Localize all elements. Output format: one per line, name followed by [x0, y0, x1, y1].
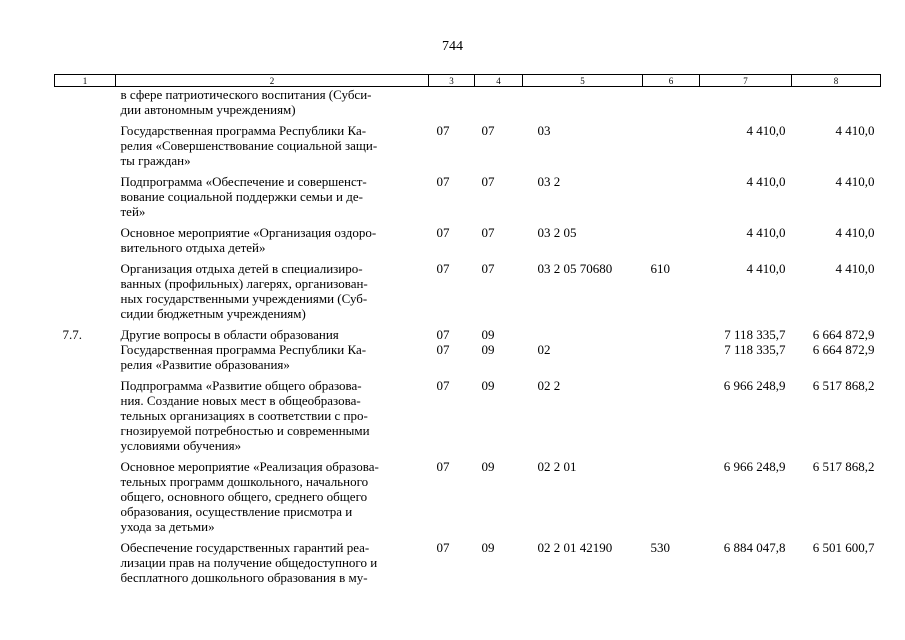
item-name	[116, 453, 429, 534]
expense-type-code	[643, 342, 700, 372]
row-number	[55, 342, 116, 372]
target-article-code: 03	[537, 123, 551, 138]
item-name-line: гнозируемой потребностью и современными	[120, 423, 370, 438]
amount-year-1: 6 884 047,8	[723, 540, 786, 555]
subsection-code	[475, 87, 523, 118]
item-name-line: ты граждан»	[120, 153, 191, 168]
row-number	[55, 372, 116, 453]
expense-type-code: 530	[650, 540, 670, 555]
item-name-line: Основное мероприятие «Организация оздоро-	[120, 225, 377, 240]
amount-year-1: 7 118 335,7	[724, 342, 786, 357]
section-code: 07	[436, 342, 450, 357]
table-row	[55, 117, 881, 168]
expense-type-code	[643, 219, 700, 255]
item-name-line: дии автономным учреждениям)	[120, 102, 296, 117]
row-number	[55, 219, 116, 255]
subsection-code: 09	[481, 342, 495, 357]
amount-year-2	[792, 87, 881, 118]
column-header-3: 3	[429, 75, 475, 87]
row-number	[55, 453, 116, 534]
subsection-code: 09	[481, 459, 495, 474]
subsection-code: 09	[481, 327, 495, 342]
item-name	[116, 372, 429, 453]
expense-type-code	[643, 453, 700, 534]
header-row	[55, 75, 881, 87]
amount-year-1: 4 410,0	[746, 261, 786, 276]
amount-year-2: 6 664 872,9	[812, 342, 875, 357]
amount-year-2: 6 501 600,7	[812, 540, 875, 555]
row-number	[55, 534, 116, 585]
subsection-code: 07	[481, 174, 495, 189]
amount-year-2: 4 410,0	[835, 174, 875, 189]
item-name-line: ных государственными учреждениями (Суб-	[120, 291, 368, 306]
item-name	[116, 219, 429, 255]
expense-type-code	[643, 321, 700, 342]
column-header-8: 8	[792, 75, 881, 87]
amount-year-1: 6 966 248,9	[723, 378, 786, 393]
target-article-code: 02 2 01	[537, 459, 577, 474]
item-name-line: сидии бюджетным учреждениям)	[120, 306, 306, 321]
section-code: 07	[436, 225, 450, 240]
subsection-code: 07	[481, 225, 495, 240]
row-number	[55, 87, 116, 118]
item-name-line: вительного отдыха детей»	[120, 240, 266, 255]
amount-year-1: 4 410,0	[746, 225, 786, 240]
subsection-code: 09	[481, 378, 495, 393]
item-name-line: в сфере патриотического воспитания (Субси-	[120, 87, 372, 102]
target-article-code: 02 2 01 42190	[537, 540, 613, 555]
subsection-code: 07	[481, 123, 495, 138]
column-header-2: 2	[116, 75, 429, 87]
table-row	[55, 87, 881, 118]
table-row	[55, 342, 881, 372]
item-name	[116, 117, 429, 168]
target-article-code: 03 2 05 70680	[537, 261, 613, 276]
item-name-line: Подпрограмма «Обеспечение и совершенст-	[120, 174, 367, 189]
target-article-code: 02	[537, 342, 551, 357]
target-article-code	[523, 87, 643, 118]
table-row	[55, 168, 881, 219]
row-number	[55, 117, 116, 168]
subsection-code: 09	[481, 540, 495, 555]
item-name-line: Подпрограмма «Развитие общего образова-	[120, 378, 362, 393]
item-name	[116, 168, 429, 219]
item-name-line: тельных программ дошкольного, начального	[120, 474, 369, 489]
item-name-line: ухода за детьми»	[120, 519, 215, 534]
page-number: 744	[442, 39, 463, 54]
item-name	[116, 255, 429, 321]
amount-year-2: 4 410,0	[835, 261, 875, 276]
target-article-code: 03 2 05	[537, 225, 577, 240]
amount-year-2: 6 517 868,2	[812, 378, 875, 393]
column-header-7: 7	[700, 75, 792, 87]
row-number	[55, 168, 116, 219]
item-name-line: Государственная программа Республики Ка-	[120, 123, 367, 138]
row-number: 7.7.	[62, 327, 82, 342]
column-header-1: 1	[55, 75, 116, 87]
table-row	[55, 255, 881, 321]
item-name	[116, 87, 429, 118]
item-name-line: Основное мероприятие «Реализация образова-	[120, 459, 379, 474]
expense-type-code	[643, 117, 700, 168]
target-article-code: 03 2	[537, 174, 561, 189]
item-name-line: Организация отдыха детей в специализиро-	[120, 261, 363, 276]
expense-type-code: 610	[650, 261, 670, 276]
table-row	[55, 372, 881, 453]
expense-type-code	[643, 87, 700, 118]
expense-type-code	[643, 372, 700, 453]
item-name-line: релия «Совершенствование социальной защи-	[120, 138, 378, 153]
item-name-line: ния. Создание новых мест в общеобразова-	[120, 393, 361, 408]
section-code: 07	[436, 261, 450, 276]
section-code: 07	[436, 174, 450, 189]
subsection-code: 07	[481, 261, 495, 276]
item-name-line: Другие вопросы в области образования	[120, 327, 339, 342]
item-name-line: образования, осуществление присмотра и	[120, 504, 353, 519]
amount-year-2: 4 410,0	[835, 225, 875, 240]
target-article-code: 02 2	[537, 378, 561, 393]
table-body	[55, 87, 881, 586]
item-name-line: ванных (профильных) лагерях, организован-	[120, 276, 368, 291]
table-row	[55, 453, 881, 534]
amount-year-2: 6 664 872,9	[812, 327, 875, 342]
item-name	[116, 342, 429, 372]
amount-year-1: 4 410,0	[746, 123, 786, 138]
table-row	[55, 534, 881, 585]
table-row	[55, 219, 881, 255]
item-name	[116, 321, 429, 342]
budget-table	[54, 74, 881, 585]
item-name-line: Государственная программа Республики Ка-	[120, 342, 367, 357]
amount-year-1	[700, 87, 792, 118]
column-header-4: 4	[475, 75, 523, 87]
expense-type-code	[643, 168, 700, 219]
section-code: 07	[436, 327, 450, 342]
amount-year-2: 4 410,0	[835, 123, 875, 138]
item-name-line: Обеспечение государственных гарантий реа-	[120, 540, 370, 555]
section-code: 07	[436, 540, 450, 555]
target-article-code	[523, 321, 643, 342]
item-name-line: бесплатного дошкольного образования в му-	[120, 570, 368, 585]
item-name-line: общего, основного общего, среднего общего	[120, 489, 368, 504]
item-name-line: тельных организациях в соответствии с про-	[120, 408, 368, 423]
column-header-6: 6	[643, 75, 700, 87]
item-name-line: вование социальной поддержки семьи и де-	[120, 189, 363, 204]
item-name-line: тей»	[120, 204, 146, 219]
amount-year-1: 7 118 335,7	[724, 327, 786, 342]
item-name	[116, 534, 429, 585]
column-header-5: 5	[523, 75, 643, 87]
section-code: 07	[436, 378, 450, 393]
item-name-line: лизации прав на получение общедоступного и	[120, 555, 378, 570]
amount-year-1: 4 410,0	[746, 174, 786, 189]
amount-year-2: 6 517 868,2	[812, 459, 875, 474]
section-code: 07	[436, 123, 450, 138]
amount-year-1: 6 966 248,9	[723, 459, 786, 474]
table-row	[55, 321, 881, 342]
item-name-line: условиями обучения»	[120, 438, 242, 453]
section-code: 07	[436, 459, 450, 474]
row-number	[55, 255, 116, 321]
section-code	[429, 87, 475, 118]
item-name-line: релия «Развитие образования»	[120, 357, 290, 372]
